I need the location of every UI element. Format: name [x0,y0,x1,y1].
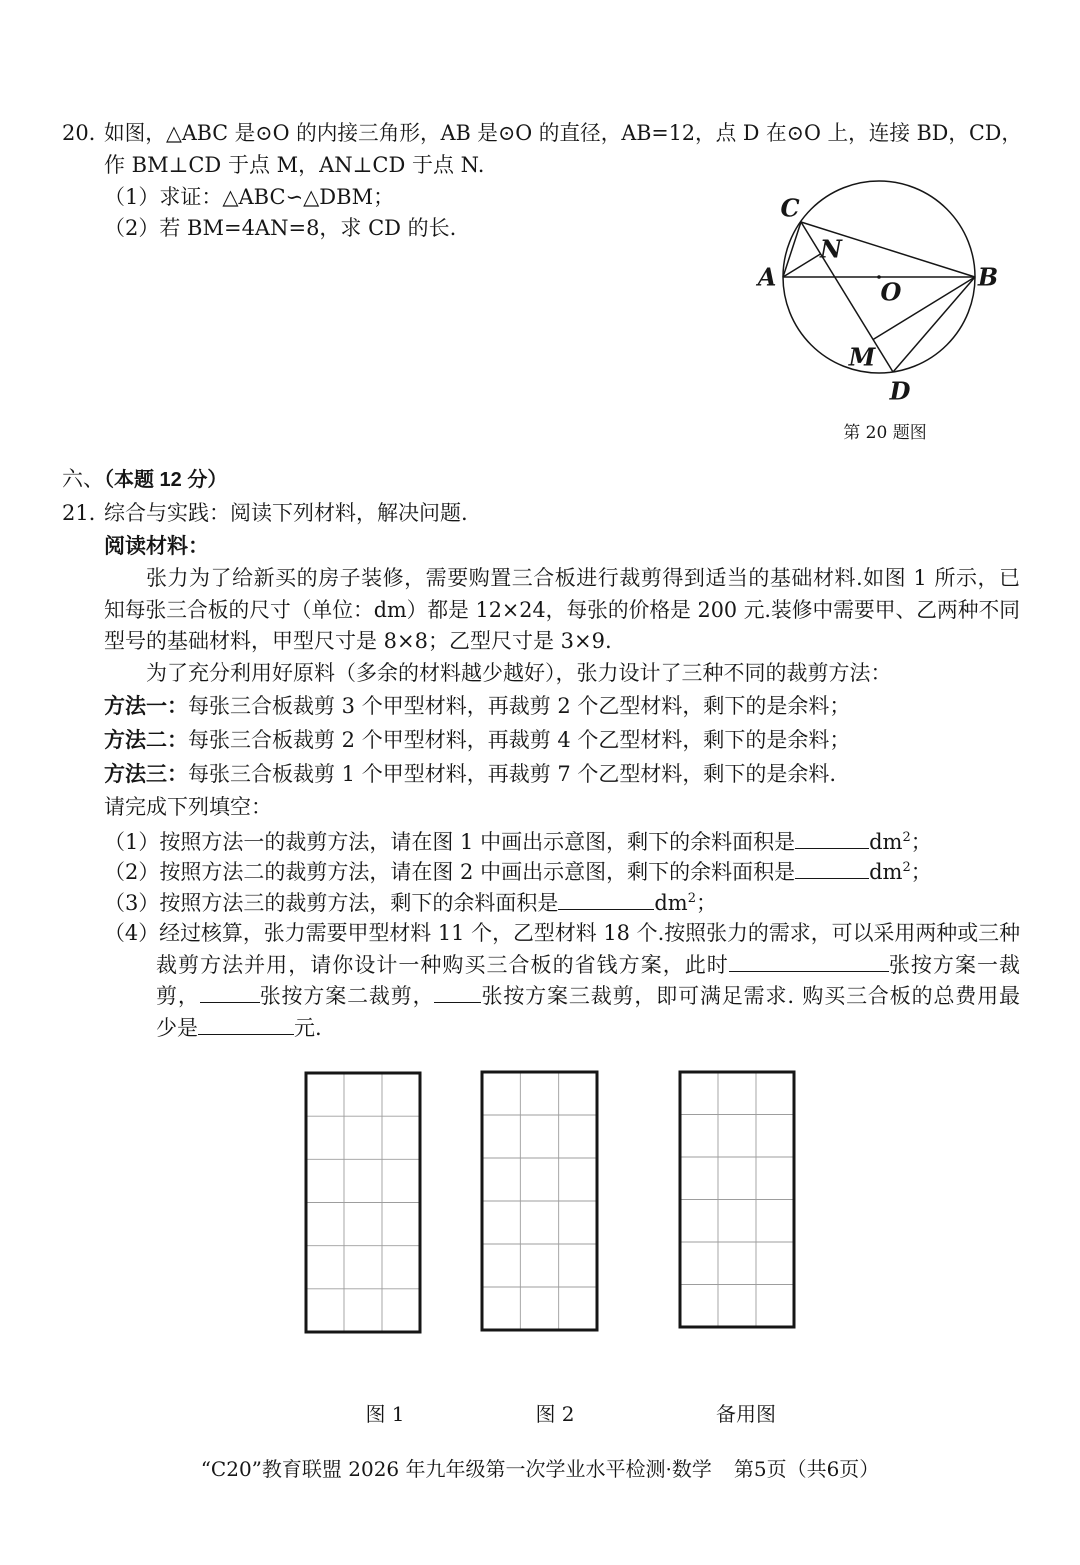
fill-item-4-line [156,1014,322,1041]
fill-item-text: 张按方案三裁剪，即可满足需求. 购买三合板的总费用最 [481,984,1021,1008]
q21-title: 综合与实践：阅读下列材料，解决问题. [104,501,468,525]
punctuation: ； [910,860,932,884]
point-label-a: A [757,262,777,292]
method-label: 方法一： [104,693,188,718]
fill-item-text: 张按方案一裁 [888,953,1022,977]
board-figure-1 [304,1071,422,1334]
fill-item-1 [104,828,932,855]
fill-item-text: 裁剪方法并用，请你设计一种购买三合板的省钱方案，此时 [156,953,729,977]
q20-geometry-figure [750,170,1010,405]
answer-blank [198,1014,294,1035]
point-label-d: D [889,376,911,406]
fill-instruction: 请完成下列填空： [104,795,272,819]
unit-exponent: 2 [902,830,911,845]
method-label: 方法三： [104,761,188,786]
unit: dm [654,891,688,915]
plan-intro: 为了充分利用好原料（多余的材料越少越好），张力设计了三种不同的裁剪方法： [146,661,892,685]
segment-ac [783,222,801,277]
material-line: 型号的基础材料，甲型尺寸是 8×8；乙型尺寸是 3×9. [104,629,612,653]
section-number: 六、 [62,467,104,491]
q20-number: 20． [62,121,110,145]
answer-blank [795,858,869,879]
q20-stem-line: 作 BM⊥CD 于点 M，AN⊥CD 于点 N. [104,153,485,177]
point-label-c: C [780,193,800,223]
fill-item-text: 剪， [156,984,200,1008]
method-1 [104,693,850,719]
method-text: 每张三合板裁剪 1 个甲型材料，再裁剪 7 个乙型材料，剩下的是余料. [188,762,837,786]
answer-blank [200,982,260,1003]
reading-material-label: 阅读材料： [104,533,209,558]
fill-item-text: （3）按照方法三的裁剪方法，剩下的余料面积是 [104,891,559,915]
answer-blank [729,951,889,972]
answer-blank [434,982,481,1003]
fill-item-4-line [156,951,1021,978]
point-label-m: M [848,342,876,372]
board-label-1: 图 1 [365,1402,405,1426]
fill-item-text: 元. [294,1016,322,1040]
punctuation: ； [696,891,717,915]
material-line: 知每张三合板的尺寸（单位：dm）都是 12×24，每张的价格是 200 元.装修中需要甲、乙两种不同 [104,598,1020,622]
fill-item-4-line: （4）经过核算，张力需要甲型材料 11 个，乙型材料 18 个.按照张力的需求，可以采用两种或三种 [104,921,1020,945]
fill-item-4-line [156,982,1021,1009]
punctuation: ； [910,830,932,854]
fill-item-text: （2）按照方法二的裁剪方法，请在图 2 中画出示意图，剩下的余料面积是 [104,860,796,884]
fill-item-2 [104,858,932,885]
q20-part-2: （2）若 BM=4AN=8，求 CD 的长. [104,216,457,240]
fill-item-text: 少是 [156,1016,198,1040]
method-text: 每张三合板裁剪 3 个甲型材料，再裁剪 2 个乙型材料，剩下的是余料； [188,694,851,718]
fill-item-text: （1）按照方法一的裁剪方法，请在图 1 中画出示意图，剩下的余料面积是 [104,830,796,854]
unit: dm [869,830,903,854]
unit-exponent: 2 [902,860,911,875]
material-line: 张力为了给新买的房子装修，需要购置三合板进行裁剪得到适当的基础材料.如图 1 所示，已 [146,566,1021,590]
point-label-b: B [977,262,999,292]
board-figure-2 [480,1070,599,1332]
method-text: 每张三合板裁剪 2 个甲型材料，再裁剪 4 个乙型材料，剩下的是余料； [188,728,851,752]
board-figure-backup [678,1070,796,1329]
section-heading [62,466,227,493]
method-label: 方法二： [104,727,188,752]
unit: dm [869,860,903,884]
section-score: （本题 12 分） [104,469,228,491]
fill-item-text: 张按方案二裁剪， [259,984,435,1008]
board-label-backup: 备用图 [716,1402,776,1426]
board-label-2: 图 2 [535,1402,575,1426]
page-number: 第5页（共6页） [733,1457,880,1481]
point-label-o: O [880,277,902,307]
segment-cd [801,222,893,372]
answer-blank [558,889,654,910]
q21-number: 21． [62,501,110,525]
q20-stem-line: 如图，△ABC 是⊙O 的内接三角形，AB 是⊙O 的直径，AB=12，点 D 在⊙O 上，连接 BD，CD， [104,121,1022,145]
q20-part-1: （1）求证：△ABC∽△DBM； [104,185,395,209]
method-3 [104,761,836,787]
exam-title: “C20”教育联盟 2026 年九年级第一次学业水平检测·数学 [200,1457,712,1481]
page-footer [0,1456,1080,1482]
fill-item-3 [104,889,717,916]
method-2 [104,727,850,753]
answer-blank [795,828,869,849]
unit-exponent: 2 [687,891,696,906]
point-label-n: N [820,234,842,264]
figure-caption: 第 20 题图 [843,423,927,443]
